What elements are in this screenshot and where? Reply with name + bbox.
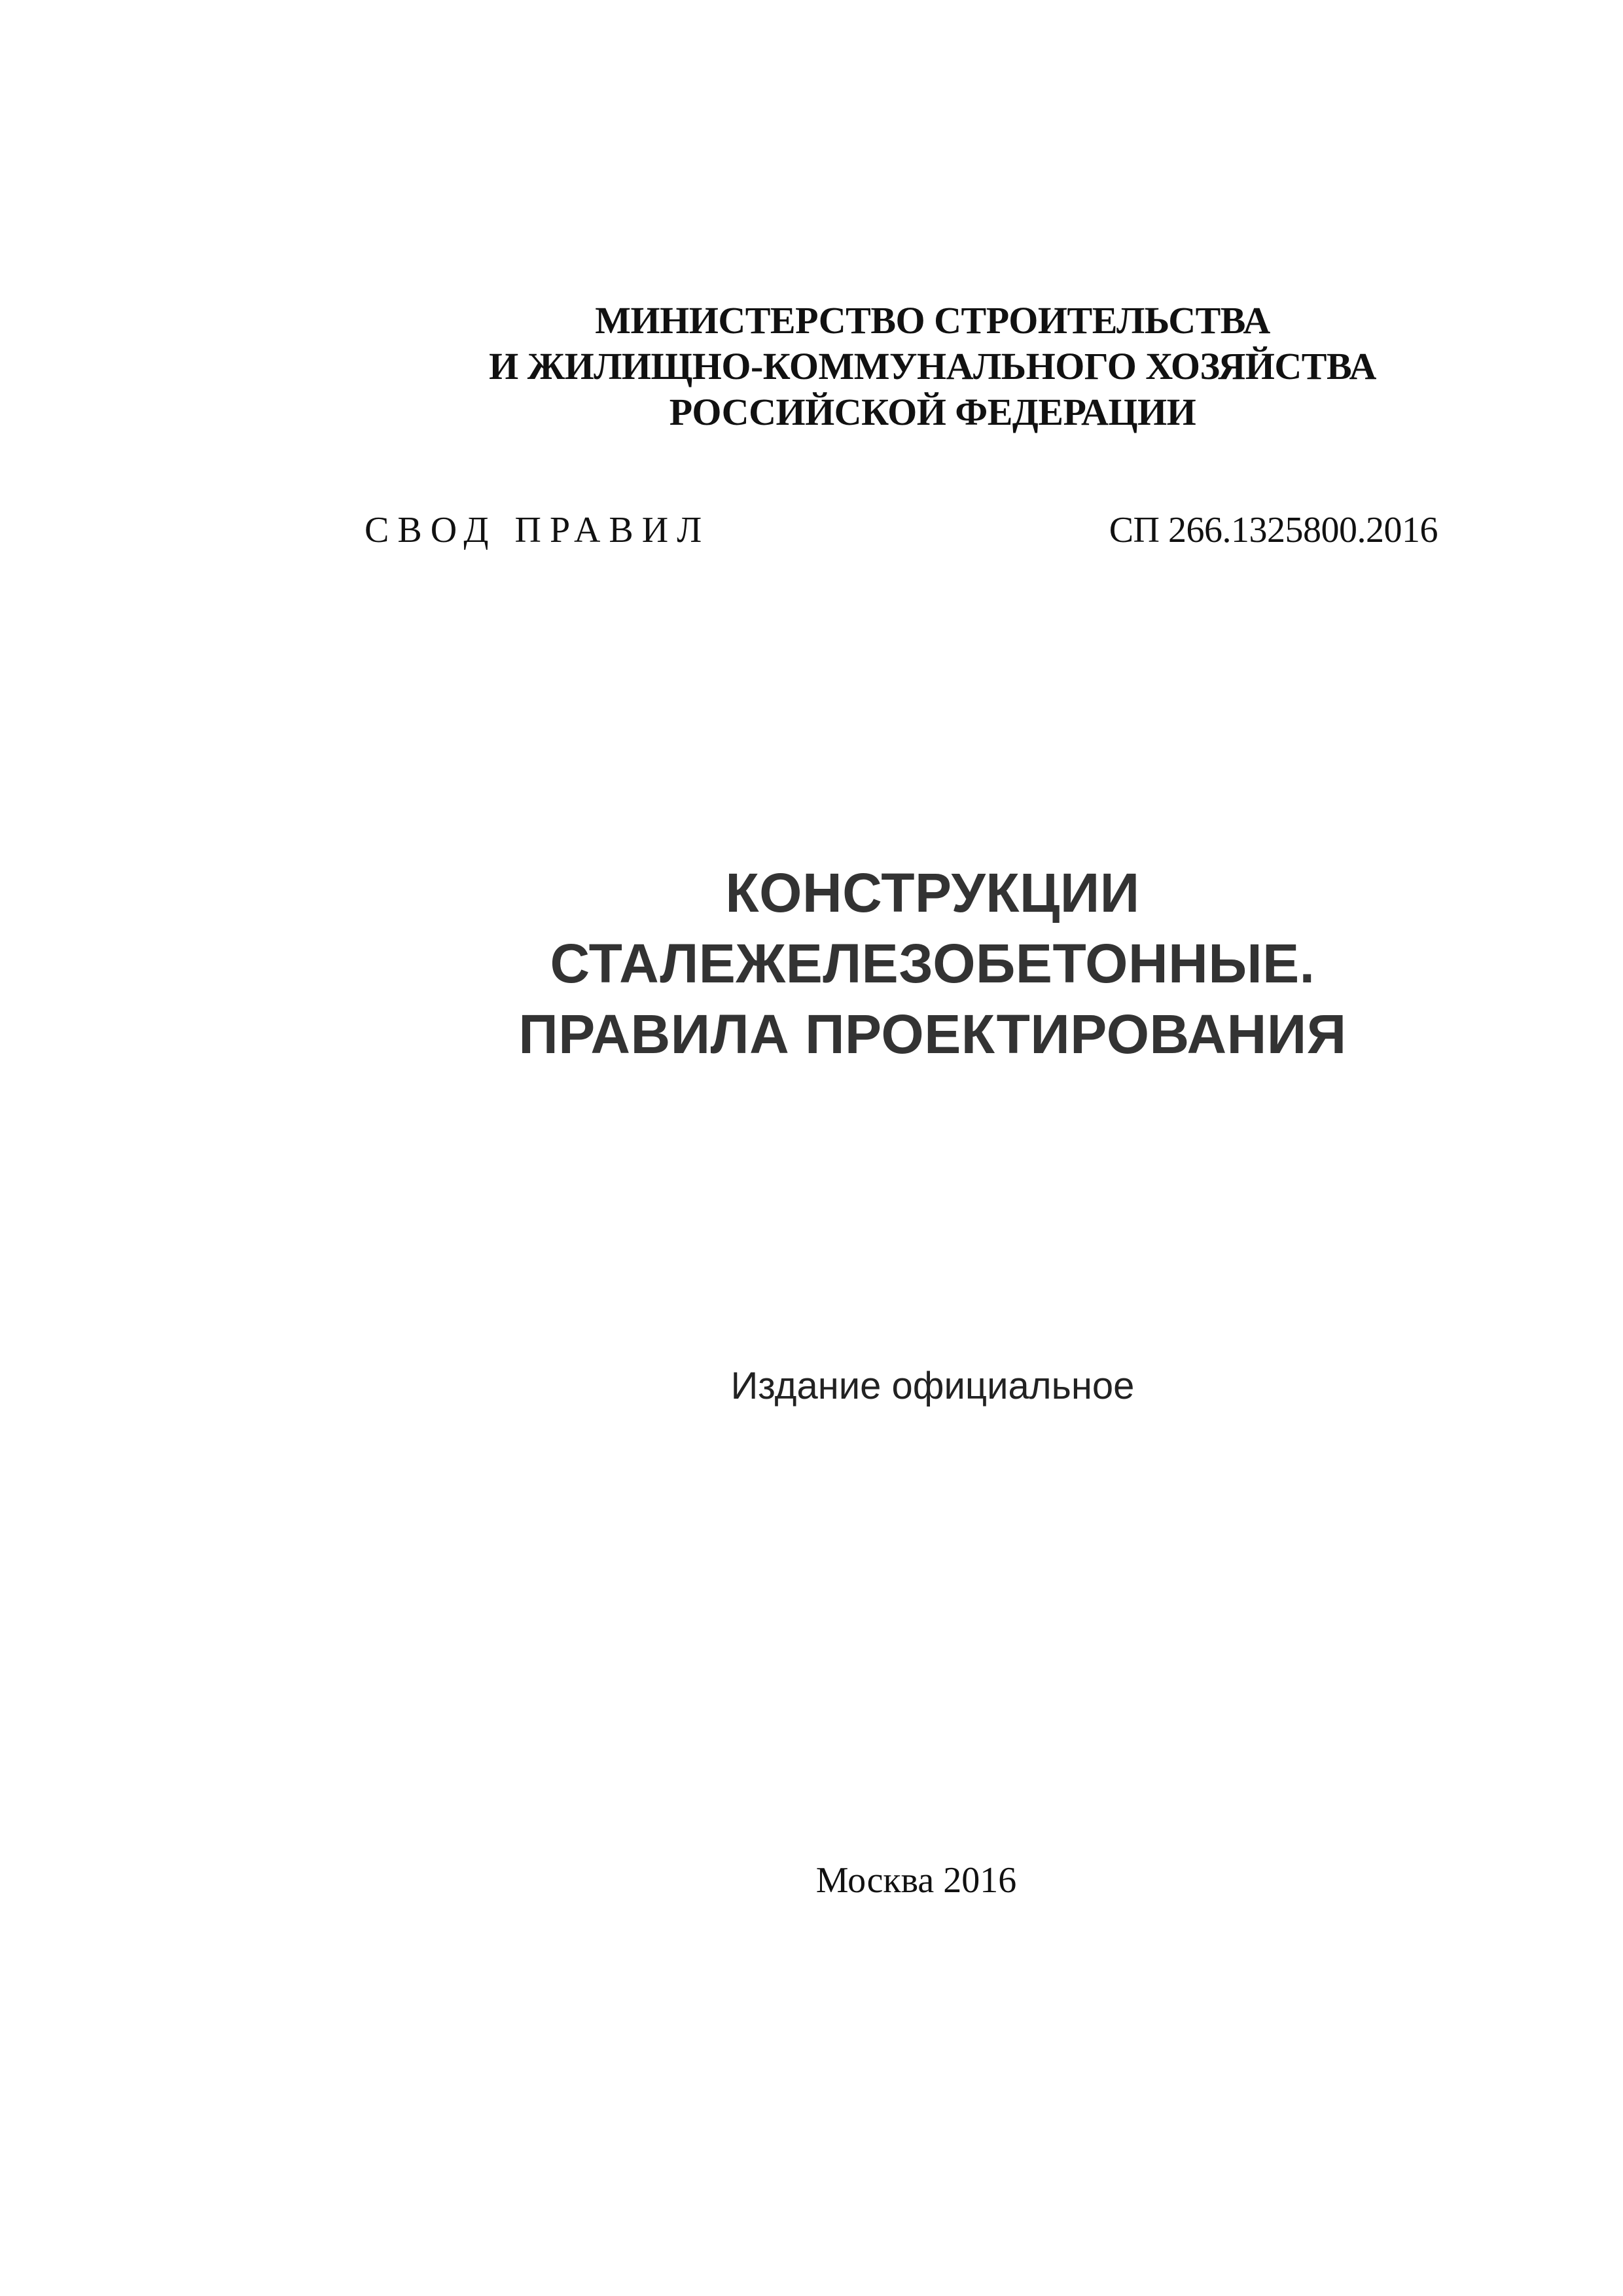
ministry-line-2: И ЖИЛИЩНО-КОММУНАЛЬНОГО ХОЗЯЙСТВА xyxy=(489,345,1376,387)
document-title xyxy=(458,857,1407,1069)
title-line-1: КОНСТРУКЦИИ xyxy=(725,862,1140,924)
edition-label: Издание официальное xyxy=(730,1365,1135,1407)
title-line-2: СТАЛЕЖЕЛЕЗОБЕТОННЫЕ. xyxy=(550,933,1315,994)
ministry-heading xyxy=(458,298,1407,435)
document-code-row xyxy=(365,504,1438,556)
document-code: СП 266.1325800.2016 xyxy=(1109,510,1438,550)
ministry-line-1: МИНИСТЕРСТВО СТРОИТЕЛЬСТВА xyxy=(595,299,1270,342)
title-line-3: ПРАВИЛА ПРОЕКТИРОВАНИЯ xyxy=(518,1003,1347,1065)
document-type: СВОД ПРАВИЛ xyxy=(365,510,711,550)
ministry-line-3: РОССИЙСКОЙ ФЕДЕРАЦИИ xyxy=(669,391,1196,433)
place-year: Москва 2016 xyxy=(815,1860,1017,1901)
